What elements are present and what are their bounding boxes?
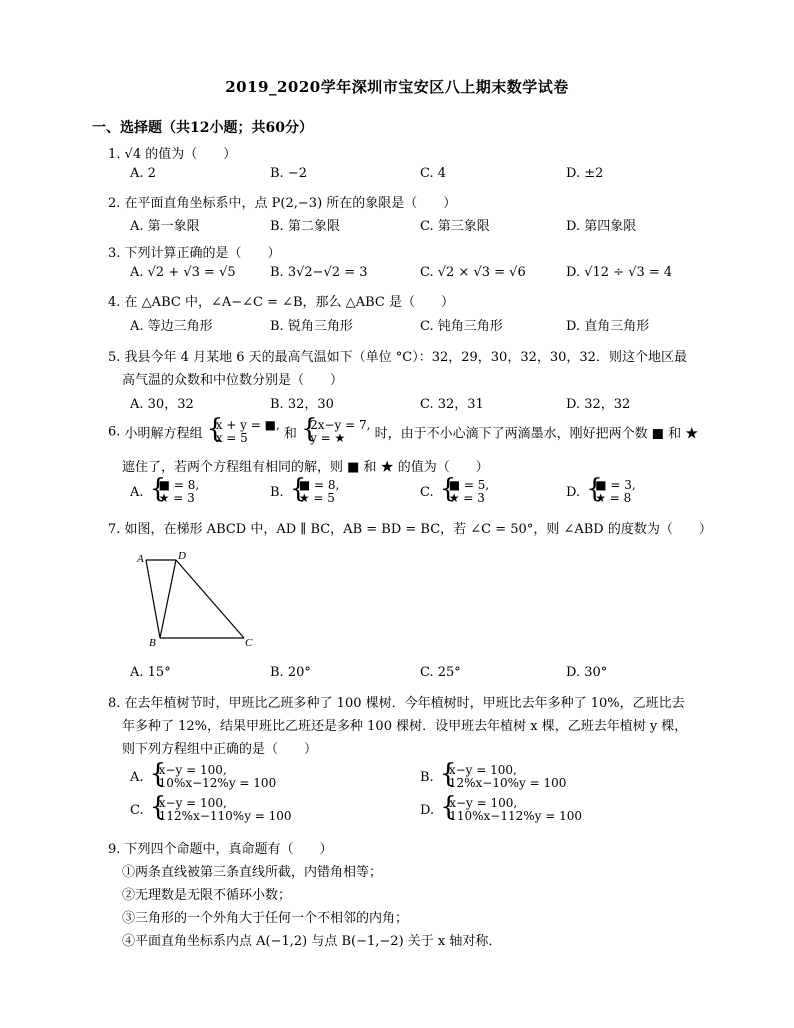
option-a: A. 等边三角形 — [130, 319, 213, 334]
option-a: A. 15° — [130, 665, 171, 680]
option-c — [420, 479, 489, 505]
segment-ab — [146, 560, 160, 638]
question-2 — [108, 192, 456, 211]
option-c: C. 32，31 — [420, 397, 484, 412]
option-label: C. — [420, 484, 434, 500]
option-label: B. — [420, 769, 434, 785]
equation-line: ★ = 3 — [448, 491, 485, 505]
question-text: 在去年植树节时，甲班比乙班多种了 100 棵树．今年植树时，甲班比去年多种了 10%，乙班比去 — [124, 696, 685, 711]
option-a: A. √2 + √3 = √5 — [130, 265, 236, 280]
equation-line: ★ = 5 — [298, 491, 335, 505]
equation-line: { x−y = 100, — [158, 796, 227, 810]
equation-line: ★ = 8 — [595, 491, 632, 505]
equation-system — [150, 764, 277, 790]
question-text: 时，由于不小心滴下了两滴墨水，刚好把两个数 ■ 和 ★ — [374, 426, 699, 442]
equation-system — [586, 479, 635, 505]
question-text-line2: 年多种了 12%，结果甲班比乙班还是多种 100 棵树．设甲班去年植树 x 棵，乙班去年植树 y 棵， — [122, 719, 688, 734]
equation-system — [290, 479, 339, 505]
option-c — [130, 797, 292, 823]
option-b: B. 20° — [270, 665, 311, 680]
question-text: 我县今年 4 月某地 6 天的最高气温如下（单位 °C）：32，29，30，32，30，32．则这个地区最 — [124, 350, 687, 365]
option-c: C. 第三象限 — [420, 219, 490, 234]
option-label: D. — [420, 802, 435, 818]
question-number: 8. — [108, 696, 121, 711]
option-c: C. 4 — [420, 166, 447, 181]
equation-system — [150, 797, 292, 823]
question-number: 9. — [108, 842, 121, 857]
equation-line: 10%x−12%y = 100 — [158, 776, 277, 790]
segment-dc — [176, 560, 244, 638]
option-b: B. −2 — [270, 166, 307, 181]
statement-3: ③三角形的一个外角大于任何一个不相邻的内角； — [122, 911, 409, 926]
option-a — [130, 479, 199, 505]
question-number: 3. — [108, 246, 121, 261]
option-c: C. 钝角三角形 — [420, 319, 503, 334]
option-d: D. 直角三角形 — [566, 319, 650, 334]
equation-line: { ■ = 5, — [448, 478, 490, 492]
option-b: B. 32，30 — [270, 397, 334, 412]
question-1 — [108, 143, 236, 162]
option-label: C. — [130, 802, 144, 818]
equation-system-2 — [301, 419, 370, 445]
option-a — [130, 764, 276, 790]
question-number: 7. — [108, 522, 121, 537]
equation-line: y = ★ — [310, 431, 346, 445]
question-4 — [108, 291, 454, 310]
question-text-line2: 高气温的众数和中位数分别是（ ） — [122, 373, 344, 388]
section-heading: 一、选择题（共12小题；共60分） — [92, 120, 313, 136]
option-b — [420, 764, 566, 790]
option-d: D. 32，32 — [566, 397, 631, 412]
vertex-label-d: D — [178, 550, 186, 562]
equation-line: { ■ = 8, — [298, 478, 340, 492]
option-c: C. √2 × √3 = √6 — [420, 265, 526, 280]
vertex-label-b: B — [149, 637, 156, 649]
equation-line: 110%x−112%y = 100 — [449, 809, 583, 823]
question-text: 下列四个命题中，真命题有（ ） — [124, 842, 333, 857]
exam-title: 2019_2020学年深圳市宝安区八上期末数学试卷 — [225, 78, 569, 96]
question-text-line2: 遮住了，若两个方程组有相同的解，则 ■ 和 ★ 的值为（ ） — [122, 460, 489, 475]
equation-system — [440, 479, 489, 505]
option-b: B. 锐角三角形 — [270, 319, 353, 334]
equation-line: { x−y = 100, — [449, 796, 518, 810]
option-d — [420, 797, 582, 823]
option-a: A. 第一象限 — [130, 219, 200, 234]
equation-system — [440, 797, 582, 823]
option-label: D. — [566, 484, 581, 500]
option-d: D. 30° — [566, 665, 608, 680]
trapezoid-figure — [136, 548, 266, 652]
equation-line: x = 5 — [215, 431, 248, 445]
option-a: A. 30，32 — [130, 397, 194, 412]
question-text: 和 — [283, 426, 297, 442]
statement-4: ④平面直角坐标系内点 A(−1,2) 与点 B(−1,−2) 关于 x 轴对称． — [122, 934, 502, 949]
equation-system-1 — [207, 419, 280, 445]
statement-1: ①两条直线被第三条直线所截，内错角相等； — [122, 865, 383, 880]
question-text: 在 △ABC 中，∠A−∠C = ∠B，那么 △ABC 是（ ） — [124, 295, 454, 310]
question-number: 5. — [108, 350, 121, 365]
option-label: A. — [130, 769, 144, 785]
question-number: 2. — [108, 196, 121, 211]
equation-line: ★ = 3 — [158, 491, 195, 505]
question-8 — [108, 692, 685, 711]
equation-line: { x−y = 100, — [448, 763, 517, 777]
question-number: 6. — [108, 424, 121, 440]
segment-bd — [160, 560, 176, 638]
equation-line: 112%x−110%y = 100 — [158, 809, 292, 823]
equation-line: 12%x−10%y = 100 — [448, 776, 567, 790]
question-text: 在平面直角坐标系中，点 P(2,−3) 所在的象限是（ ） — [124, 196, 457, 211]
option-d — [566, 479, 636, 505]
option-label: B. — [270, 484, 284, 500]
equation-line: { 2x−y = 7, — [310, 418, 371, 432]
vertex-label-a: A — [137, 553, 144, 565]
question-3 — [108, 242, 281, 261]
option-label: A. — [130, 484, 144, 500]
equation-system — [150, 479, 199, 505]
option-b: B. 3√2−√2 = 3 — [270, 265, 368, 280]
equation-line: { ■ = 3, — [595, 478, 636, 492]
question-text: 小明解方程组 — [124, 426, 203, 442]
option-a: A. 2 — [130, 166, 156, 181]
question-text-line3: 则下列方程组中正确的是（ ） — [122, 742, 318, 757]
option-b — [270, 479, 339, 505]
question-text: 下列计算正确的是（ ） — [124, 246, 281, 261]
question-text: 如图，在梯形 ABCD 中，AD ∥ BC，AB = BD = BC，若 ∠C = 50°，则 ∠ABD 的度数为（ ） — [124, 522, 712, 537]
option-d: D. ±2 — [566, 166, 604, 181]
equation-line: { x−y = 100, — [158, 763, 227, 777]
question-6 — [108, 419, 698, 445]
question-5 — [108, 346, 687, 365]
equation-line: { ■ = 8, — [158, 478, 200, 492]
option-d: D. √12 ÷ √3 = 4 — [566, 265, 673, 280]
statement-2: ②无理数是无限不循环小数； — [122, 888, 292, 903]
option-c: C. 25° — [420, 665, 461, 680]
option-b: B. 第二象限 — [270, 219, 340, 234]
equation-line: { x + y = ■, — [215, 418, 280, 432]
question-number: 1. — [108, 147, 121, 162]
question-7 — [108, 518, 712, 537]
vertex-label-c: C — [245, 637, 253, 649]
option-d: D. 第四象限 — [566, 219, 637, 234]
question-text: √4 的值为（ ） — [124, 147, 237, 162]
question-9 — [108, 838, 333, 857]
equation-system — [440, 764, 567, 790]
question-number: 4. — [108, 295, 121, 310]
